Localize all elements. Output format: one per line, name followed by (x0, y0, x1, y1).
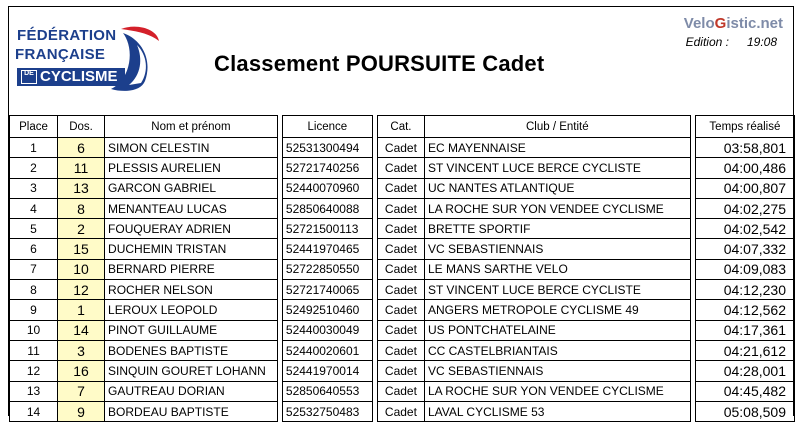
cell-club: EC MAYENNAISE (424, 138, 690, 158)
cell-dos: 12 (58, 280, 105, 300)
cell-cat: Cadet (377, 158, 424, 178)
cell-licence: 52722850550 (282, 259, 372, 279)
logo-line-2: FRANÇAISE (15, 46, 106, 63)
table-row (10, 219, 795, 239)
cell-temps: 04:45,482 (695, 381, 794, 401)
cell-place: 10 (10, 320, 58, 340)
col-header-licence: Licence (282, 116, 372, 138)
results-sheet (8, 6, 794, 420)
cell-licence: 52850640553 (282, 381, 372, 401)
cell-cat: Cadet (377, 300, 424, 320)
cell-place: 9 (10, 300, 58, 320)
cell-dos: 1 (58, 300, 105, 320)
cell-dos: 16 (58, 361, 105, 381)
cell-place: 5 (10, 219, 58, 239)
cell-club: ANGERS METROPOLE CYCLISME 49 (424, 300, 690, 320)
cell-licence: 52721740256 (282, 158, 372, 178)
cell-cat: Cadet (377, 239, 424, 259)
cell-nom: GARCON GABRIEL (105, 178, 278, 198)
cell-place: 7 (10, 259, 58, 279)
cell-dos: 13 (58, 178, 105, 198)
logo-band-text: CYCLISME (40, 68, 118, 85)
table-header-row (10, 116, 795, 138)
cell-nom: BORDEAU BAPTISTE (105, 401, 278, 421)
logo-de-badge: DE (21, 70, 37, 84)
cell-dos: 14 (58, 320, 105, 340)
table-row (10, 239, 795, 259)
cell-nom: DUCHEMIN TRISTAN (105, 239, 278, 259)
brand-part-1: Velo (683, 15, 715, 32)
cell-cat: Cadet (377, 219, 424, 239)
cell-cat: Cadet (377, 178, 424, 198)
table-row (10, 401, 795, 421)
cell-licence: 52440020601 (282, 340, 372, 360)
edition-time: 19:08 (746, 35, 777, 49)
cell-nom: LEROUX LEOPOLD (105, 300, 278, 320)
cell-club: ST VINCENT LUCE BERCE CYCLISTE (424, 280, 690, 300)
table-row (10, 381, 795, 401)
ffc-logo (13, 13, 163, 93)
cell-place: 6 (10, 239, 58, 259)
cell-nom: PLESSIS AURELIEN (105, 158, 278, 178)
table-row (10, 259, 795, 279)
logo-band (17, 68, 125, 86)
cell-nom: MENANTEAU LUCAS (105, 198, 278, 218)
cell-place: 11 (10, 340, 58, 360)
table-row (10, 198, 795, 218)
cell-nom: SINQUIN GOURET LOHANN (105, 361, 278, 381)
table-row (10, 361, 795, 381)
brand-part-2: G (714, 15, 727, 32)
cell-cat: Cadet (377, 381, 424, 401)
cell-nom: PINOT GUILLAUME (105, 320, 278, 340)
page-title: Classement POURSUITE Cadet (214, 51, 545, 76)
cell-dos: 8 (58, 198, 105, 218)
cell-club: UC NANTES ATLANTIQUE (424, 178, 690, 198)
velogistic-brand (684, 15, 783, 32)
cell-club: US PONTCHATELAINE (424, 320, 690, 340)
cell-dos: 2 (58, 219, 105, 239)
cell-temps: 03:58,801 (695, 138, 794, 158)
cell-temps: 04:09,083 (695, 259, 794, 279)
cell-club: CC CASTELBRIANTAIS (424, 340, 690, 360)
cell-licence: 52492510460 (282, 300, 372, 320)
cell-temps: 04:12,562 (695, 300, 794, 320)
cell-club: LE MANS SARTHE VELO (424, 259, 690, 279)
cell-dos: 6 (58, 138, 105, 158)
cell-dos: 9 (58, 401, 105, 421)
cell-dos: 15 (58, 239, 105, 259)
cell-temps: 04:17,361 (695, 320, 794, 340)
cell-club: LA ROCHE SUR YON VENDEE CYCLISME (424, 198, 690, 218)
cell-licence: 52531300494 (282, 138, 372, 158)
cell-licence: 52532750483 (282, 401, 372, 421)
table-row (10, 340, 795, 360)
cell-dos: 3 (58, 340, 105, 360)
cell-licence: 52721740065 (282, 280, 372, 300)
cell-cat: Cadet (377, 259, 424, 279)
cell-licence: 52440070960 (282, 178, 372, 198)
cell-nom: BODENES BAPTISTE (105, 340, 278, 360)
cell-temps: 04:00,807 (695, 178, 794, 198)
cell-temps: 04:02,275 (695, 198, 794, 218)
table-row (10, 138, 795, 158)
cell-cat: Cadet (377, 401, 424, 421)
cell-licence: 52850640088 (282, 198, 372, 218)
cell-club: LA ROCHE SUR YON VENDEE CYCLISME (424, 381, 690, 401)
edition-label: Edition : (685, 35, 729, 49)
table-row (10, 280, 795, 300)
table-row (10, 178, 795, 198)
cell-cat: Cadet (377, 198, 424, 218)
cell-dos: 7 (58, 381, 105, 401)
col-header-dos: Dos. (58, 116, 105, 138)
cell-cat: Cadet (377, 280, 424, 300)
col-header-club: Club / Entité (424, 116, 690, 138)
col-header-place: Place (10, 116, 58, 138)
cell-club: VC SEBASTIENNAIS (424, 361, 690, 381)
cell-club: VC SEBASTIENNAIS (424, 239, 690, 259)
cell-temps: 04:28,001 (695, 361, 794, 381)
cell-club: ST VINCENT LUCE BERCE CYCLISTE (424, 158, 690, 178)
cell-nom: GAUTREAU DORIAN (105, 381, 278, 401)
edition-info (686, 35, 777, 49)
table-row (10, 300, 795, 320)
cell-club: BRETTE SPORTIF (424, 219, 690, 239)
cell-place: 3 (10, 178, 58, 198)
cell-place: 13 (10, 381, 58, 401)
cell-place: 8 (10, 280, 58, 300)
cell-temps: 04:00,486 (695, 158, 794, 178)
cell-temps: 04:02,542 (695, 219, 794, 239)
cell-place: 12 (10, 361, 58, 381)
col-header-temps: Temps réalisé (695, 116, 794, 138)
table-row (10, 320, 795, 340)
cell-cat: Cadet (377, 340, 424, 360)
cell-temps: 05:08,509 (695, 401, 794, 421)
cell-licence: 52441970014 (282, 361, 372, 381)
cell-nom: SIMON CELESTIN (105, 138, 278, 158)
cell-licence: 52440030049 (282, 320, 372, 340)
brand-part-3: istic.net (726, 15, 783, 32)
results-table (9, 115, 795, 422)
cell-licence: 52441970465 (282, 239, 372, 259)
cell-place: 1 (10, 138, 58, 158)
cell-nom: FOUQUERAY ADRIEN (105, 219, 278, 239)
cell-place: 2 (10, 158, 58, 178)
cell-club: LAVAL CYCLISME 53 (424, 401, 690, 421)
col-header-nom: Nom et prénom (105, 116, 278, 138)
cell-temps: 04:07,332 (695, 239, 794, 259)
cell-licence: 52721500113 (282, 219, 372, 239)
cell-nom: ROCHER NELSON (105, 280, 278, 300)
cell-dos: 11 (58, 158, 105, 178)
col-header-cat: Cat. (377, 116, 424, 138)
cell-cat: Cadet (377, 138, 424, 158)
cell-place: 4 (10, 198, 58, 218)
cell-cat: Cadet (377, 320, 424, 340)
cell-temps: 04:21,612 (695, 340, 794, 360)
cell-temps: 04:12,230 (695, 280, 794, 300)
logo-line-1: FÉDÉRATION (17, 27, 117, 44)
cell-place: 14 (10, 401, 58, 421)
cell-nom: BERNARD PIERRE (105, 259, 278, 279)
cell-dos: 10 (58, 259, 105, 279)
cell-cat: Cadet (377, 361, 424, 381)
table-row (10, 158, 795, 178)
sheet-header (9, 7, 795, 115)
